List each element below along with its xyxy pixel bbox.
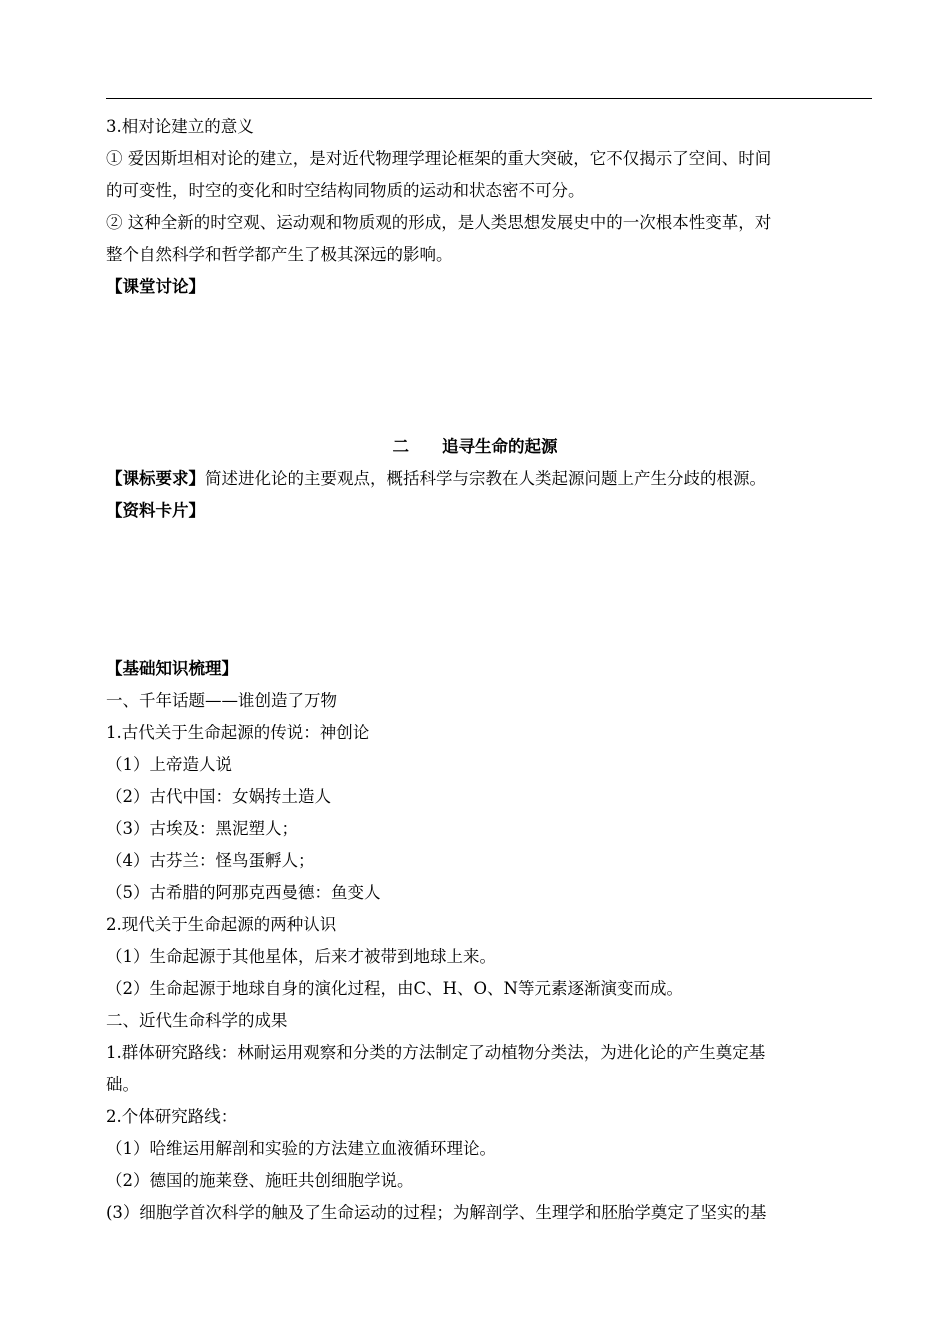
- list-item: （4）古芬兰：怪鸟蛋孵人；: [106, 851, 315, 870]
- list-item: 础。: [106, 1075, 139, 1094]
- header-rule: [106, 98, 872, 99]
- list-item: （3）古埃及：黑泥塑人；: [106, 819, 298, 838]
- list-item: 二、近代生命科学的成果: [106, 1011, 288, 1030]
- paragraph-heading: 3.相对论建立的意义: [106, 117, 254, 136]
- list-item: 2.现代关于生命起源的两种认识: [106, 915, 337, 934]
- paragraph-line: ① 爱因斯坦相对论的建立，是对近代物理学理论框架的重大突破，它不仅揭示了空间、时间: [106, 149, 772, 168]
- card-heading: 【资料卡片】: [106, 501, 205, 520]
- standard-requirement: [106, 468, 876, 490]
- paragraph-line: ② 这种全新的时空观、运动观和物质观的形成，是人类思想发展史中的一次根本性变革，对: [106, 213, 772, 232]
- basics-heading: 【基础知识梳理】: [106, 659, 238, 678]
- standard-text: 简述进化论的主要观点，概括科学与宗教在人类起源问题上产生分歧的根源。: [205, 469, 766, 488]
- list-item: (3）细胞学首次科学的触及了生命运动的过程；为解剖学、生理学和胚胎学奠定了坚实的基: [106, 1203, 767, 1222]
- list-item: 1.古代关于生命起源的传说：神创论: [106, 723, 370, 742]
- list-item: （2）德国的施莱登、施旺共创细胞学说。: [106, 1171, 414, 1190]
- list-item: （1）上帝造人说: [106, 755, 232, 774]
- section-title: 二 追寻生命的起源: [392, 437, 558, 456]
- discussion-heading: 【课堂讨论】: [106, 277, 205, 296]
- list-item: 2.个体研究路线：: [106, 1107, 238, 1126]
- list-item: （1）生命起源于其他星体，后来才被带到地球上来。: [106, 947, 496, 966]
- standard-label: 【课标要求】: [106, 469, 205, 488]
- list-item: （5）古希腊的阿那克西曼德：鱼变人: [106, 883, 381, 902]
- list-item: 一、千年话题——谁创造了万物: [106, 691, 337, 710]
- list-item: （2）古代中国：女娲抟土造人: [106, 787, 331, 806]
- list-item: （1）哈维运用解剖和实验的方法建立血液循环理论。: [106, 1139, 496, 1158]
- paragraph-line: 整个自然科学和哲学都产生了极其深远的影响。: [106, 245, 453, 264]
- paragraph-line: 的可变性，时空的变化和时空结构同物质的运动和状态密不可分。: [106, 181, 585, 200]
- list-item: 1.群体研究路线：林耐运用观察和分类的方法制定了动植物分类法，为进化论的产生奠定基: [106, 1043, 766, 1062]
- list-item: （2）生命起源于地球自身的演化过程，由C、H、O、N等元素逐渐演变而成。: [106, 979, 683, 998]
